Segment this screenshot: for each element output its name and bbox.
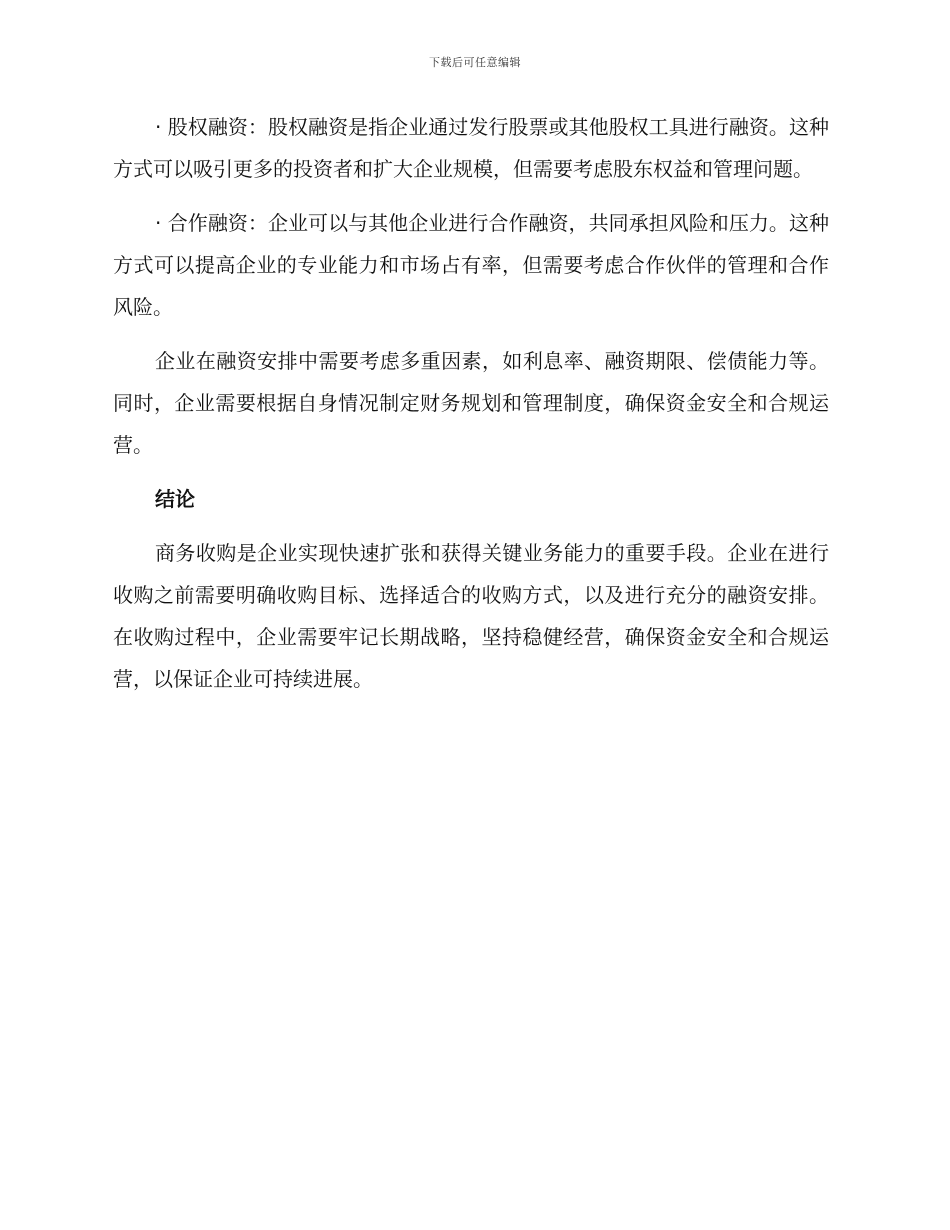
paragraph-financing-considerations: 企业在融资安排中需要考虑多重因素，如利息率、融资期限、偿债能力等。同时，企业需要根据自身情况制定财务规划和管理制度，确保资金安全和合规运营。	[113, 349, 829, 457]
section-heading-conclusion: 结论	[155, 487, 195, 511]
document-body	[113, 106, 829, 712]
paragraph-cooperative-financing: · 合作融资：企业可以与其他企业进行合作融资，共同承担风险和压力。这种方式可以提高企业的专业能力和市场占有率，但需要考虑合作伙伴的管理和合作风险。	[113, 211, 829, 319]
paragraph-conclusion: 商务收购是企业实现快速扩张和获得关键业务能力的重要手段。企业在进行收购之前需要明确收购目标、选择适合的收购方式，以及进行充分的融资安排。在收购过程中，企业需要牢记长期战略，坚持稳健经营，确保资金安全和合规运营，以保证企业可持续进展。	[113, 541, 829, 691]
paragraph-equity-financing: · 股权融资：股权融资是指企业通过发行股票或其他股权工具进行融资。这种方式可以吸引更多的投资者和扩大企业规模，但需要考虑股东权益和管理问题。	[113, 115, 829, 181]
page-header-note: 下载后可任意编辑	[429, 56, 521, 69]
